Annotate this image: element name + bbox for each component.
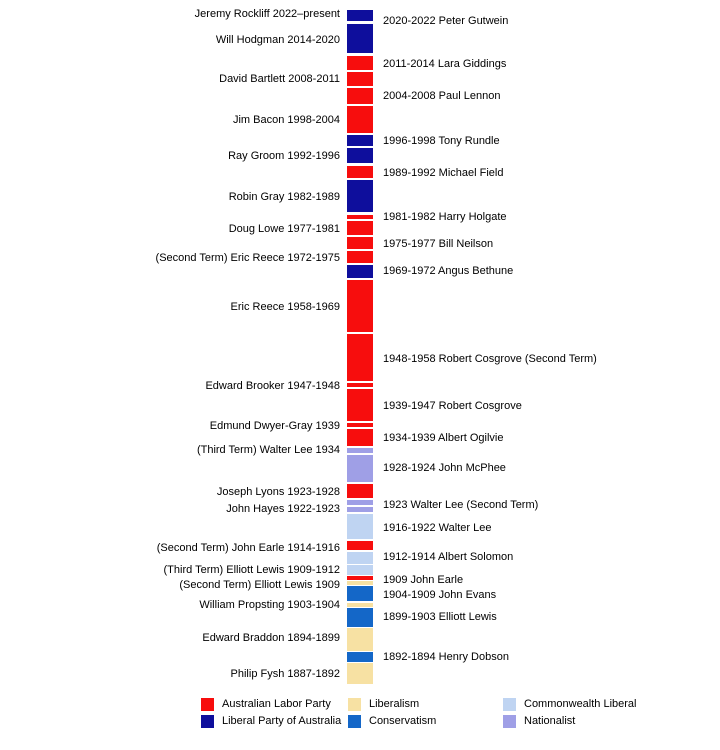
legend-label-nationalist: Nationalist — [524, 715, 576, 727]
timeline-segment-labor — [347, 334, 373, 381]
timeline-segment-labor — [347, 221, 373, 235]
timeline-segment-nationalist — [347, 448, 373, 453]
legend-swatch-liberalism — [348, 698, 361, 711]
timeline-segment-labor — [347, 423, 373, 427]
left-label: Edward Brooker 1947-1948 — [205, 380, 340, 392]
right-label: 1904-1909 John Evans — [383, 589, 497, 601]
right-label: 2020-2022 Peter Gutwein — [383, 15, 509, 27]
legend-swatch-liberal — [201, 715, 214, 728]
left-label: Jim Bacon 1998-2004 — [232, 114, 340, 126]
left-label: (Second Term) John Earle 1914-1916 — [156, 542, 340, 554]
timeline-segment-liberalism — [347, 603, 373, 607]
right-label: 2011-2014 Lara Giddings — [383, 58, 507, 70]
legend-label-conservatism: Conservatism — [369, 715, 437, 727]
legend-swatch-labor — [201, 698, 214, 711]
right-label: 1939-1947 Robert Cosgrove — [383, 400, 522, 412]
right-label: 1934-1939 Albert Ogilvie — [383, 432, 504, 444]
timeline-segment-liberal — [347, 24, 373, 53]
timeline-segment-labor — [347, 389, 373, 421]
legend-label-commonwealth_liberal: Commonwealth Liberal — [524, 698, 637, 710]
right-label: 1996-1998 Tony Rundle — [383, 135, 500, 147]
right-label: 2004-2008 Paul Lennon — [383, 90, 501, 102]
timeline-segment-labor — [347, 576, 373, 580]
timeline-segment-liberalism — [347, 663, 373, 684]
right-label: 1975-1977 Bill Neilson — [383, 238, 494, 250]
left-label: Robin Gray 1982-1989 — [228, 191, 340, 203]
timeline-segment-labor — [347, 541, 373, 550]
legend-swatch-conservatism — [348, 715, 361, 728]
right-label: 1981-1982 Harry Holgate — [383, 211, 507, 223]
right-label: 1989-1992 Michael Field — [383, 167, 504, 179]
left-label: (Third Term) Walter Lee 1934 — [196, 444, 340, 456]
timeline-segment-nationalist — [347, 500, 373, 505]
right-label: 1928-1924 John McPhee — [383, 462, 506, 474]
right-label: 1923 Walter Lee (Second Term) — [383, 499, 539, 511]
timeline-segment-commonwealth_liberal — [347, 565, 373, 575]
timeline-segment-labor — [347, 484, 373, 498]
left-label: (Third Term) Elliott Lewis 1909-1912 — [163, 564, 340, 576]
timeline-segment-conservatism — [347, 608, 373, 627]
left-label: William Propsting 1903-1904 — [199, 599, 340, 611]
timeline-segment-labor — [347, 280, 373, 332]
timeline-segment-labor — [347, 251, 373, 263]
timeline-segment-liberal — [347, 10, 373, 21]
right-label: 1912-1914 Albert Solomon — [383, 551, 514, 563]
legend-label-liberalism: Liberalism — [369, 698, 420, 710]
timeline-segment-conservatism — [347, 652, 373, 662]
timeline-segment-labor — [347, 237, 373, 249]
legend-swatch-nationalist — [503, 715, 516, 728]
left-label: David Bartlett 2008-2011 — [219, 73, 340, 85]
timeline-segment-liberal — [347, 148, 373, 163]
timeline-segment-liberal — [347, 135, 373, 146]
right-label: 1909 John Earle — [383, 574, 464, 586]
timeline-segment-conservatism — [347, 586, 373, 601]
timeline-segment-labor — [347, 166, 373, 178]
left-label: Joseph Lyons 1923-1928 — [216, 486, 340, 498]
timeline-segment-labor — [347, 88, 373, 104]
right-label: 1948-1958 Robert Cosgrove (Second Term) — [383, 353, 597, 365]
left-label: Eric Reece 1958-1969 — [230, 301, 340, 313]
timeline-segment-nationalist — [347, 507, 373, 512]
right-label: 1916-1922 Walter Lee — [383, 522, 492, 534]
legend-label-labor: Australian Labor Party — [222, 698, 331, 710]
left-label: (Second Term) Elliott Lewis 1909 — [179, 579, 340, 591]
timeline-segment-liberalism — [347, 581, 373, 585]
timeline-segment-labor — [347, 72, 373, 86]
left-label: John Hayes 1922-1923 — [226, 503, 340, 515]
left-label: Jeremy Rockliff 2022–present — [194, 8, 340, 20]
timeline-segment-labor — [347, 429, 373, 446]
right-label: 1969-1972 Angus Bethune — [383, 265, 514, 277]
legend-label-liberal: Liberal Party of Australia — [222, 715, 342, 727]
timeline-segment-labor — [347, 106, 373, 133]
legend-swatch-commonwealth_liberal — [503, 698, 516, 711]
left-label: Ray Groom 1992-1996 — [228, 150, 340, 162]
timeline-segment-liberal — [347, 265, 373, 278]
timeline-segment-nationalist — [347, 455, 373, 482]
timeline-segment-labor — [347, 215, 373, 219]
left-label: (Second Term) Eric Reece 1972-1975 — [155, 252, 340, 264]
left-label: Edward Braddon 1894-1899 — [202, 632, 340, 644]
timeline-segment-liberalism — [347, 628, 373, 651]
timeline-segment-commonwealth_liberal — [347, 552, 373, 564]
right-label: 1899-1903 Elliott Lewis — [383, 611, 497, 623]
timeline-segment-commonwealth_liberal — [347, 514, 373, 539]
left-label: Will Hodgman 2014-2020 — [215, 34, 340, 46]
timeline-segment-labor — [347, 56, 373, 70]
timeline-segment-liberal — [347, 180, 373, 212]
right-label: 1892-1894 Henry Dobson — [383, 651, 509, 663]
timeline-segment-labor — [347, 383, 373, 387]
left-label: Doug Lowe 1977-1981 — [228, 223, 340, 235]
left-label: Edmund Dwyer-Gray 1939 — [209, 420, 340, 432]
left-label: Philip Fysh 1887-1892 — [230, 668, 340, 680]
